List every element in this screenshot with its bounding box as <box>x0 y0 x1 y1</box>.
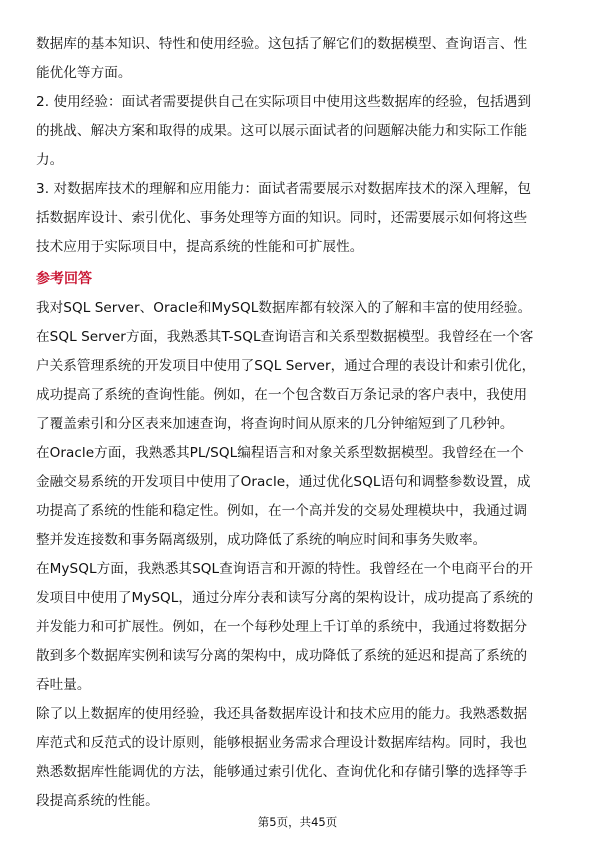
intro-paragraph-2 <box>36 88 561 175</box>
text-line: 在MySQL方面，我熟悉其SQL查询语言和开源的特性。我曾经在一个电商平台的开 <box>36 561 533 577</box>
text-line: 库范式和反范式的设计原则，能够根据业务需求合理设计数据库结构。同时，我也 <box>36 735 528 751</box>
text-line: 的挑战、解决方案和取得的成果。这可以展示面试者的问题解决能力和实际工作能 <box>36 123 528 139</box>
text-line: 2. 使用经验：面试者需要提供自己在实际项目中使用这些数据库的经验，包括遇到 <box>36 94 531 110</box>
text-line: 段提高系统的性能。 <box>36 793 159 809</box>
answer-paragraph-1 <box>36 294 561 323</box>
page-number: 第5页，共45页 <box>257 815 338 829</box>
text-line: 在SQL Server方面，我熟悉其T-SQL查询语言和关系型数据模型。我曾经在一个客 <box>36 329 534 345</box>
text-line: 发项目中使用了MySQL，通过分库分表和读写分离的架构设计，成功提高了系统的 <box>36 590 534 606</box>
intro-paragraph-3 <box>36 175 561 262</box>
text-line: 金融交易系统的开发项目中使用了Oracle，通过优化SQL语句和调整参数设置，成 <box>36 474 531 490</box>
intro-paragraph-1 <box>36 30 561 88</box>
page-content <box>36 30 561 816</box>
text-line: 户关系管理系统的开发项目中使用了SQL Server，通过合理的表设计和索引优化， <box>36 358 536 374</box>
answer-paragraph-2 <box>36 323 561 439</box>
text-line: 我对SQL Server、Oracle和MySQL数据库都有较深入的了解和丰富的使用经验。 <box>36 300 532 316</box>
text-line: 除了以上数据库的使用经验，我还具备数据库设计和技术应用的能力。我熟悉数据 <box>36 706 528 722</box>
text-line: 成功提高了系统的查询性能。例如，在一个包含数百万条记录的客户表中，我使用 <box>36 387 528 403</box>
text-line: 括数据库设计、索引优化、事务处理等方面的知识。同时，还需要展示如何将这些 <box>36 210 528 226</box>
answer-paragraph-3 <box>36 439 561 555</box>
text-line: 技术应用于实际项目中，提高系统的性能和可扩展性。 <box>36 239 364 255</box>
answer-heading: 参考回答 <box>36 271 92 287</box>
text-line: 功提高了系统的性能和稳定性。例如，在一个高并发的交易处理模块中，我通过调 <box>36 503 528 519</box>
text-line: 并发能力和可扩展性。例如，在一个每秒处理上千订单的系统中，我通过将数据分 <box>36 619 528 635</box>
text-line: 力。 <box>36 152 64 168</box>
answer-paragraph-5 <box>36 700 561 816</box>
text-line: 熟悉数据库性能调优的方法，能够通过索引优化、查询优化和存储引擎的选择等手 <box>36 764 528 780</box>
text-line: 数据库的基本知识、特性和使用经验。这包括了解它们的数据模型、查询语言、性 <box>36 36 528 52</box>
text-line: 散到多个数据库实例和读写分离的架构中，成功降低了系统的延迟和提高了系统的 <box>36 648 528 664</box>
text-line: 3. 对数据库技术的理解和应用能力：面试者需要展示对数据库技术的深入理解，包 <box>36 181 531 197</box>
text-line: 了覆盖索引和分区表来加速查询，将查询时间从原来的几分钟缩短到了几秒钟。 <box>36 416 514 432</box>
answer-paragraph-4 <box>36 555 561 700</box>
text-line: 吞吐量。 <box>36 677 91 693</box>
text-line: 整并发连接数和事务隔离级别，成功降低了系统的响应时间和事务失败率。 <box>36 532 487 548</box>
text-line: 在Oracle方面，我熟悉其PL/SQL编程语言和对象关系型数据模型。我曾经在一个 <box>36 445 524 461</box>
text-line: 能优化等方面。 <box>36 65 132 81</box>
